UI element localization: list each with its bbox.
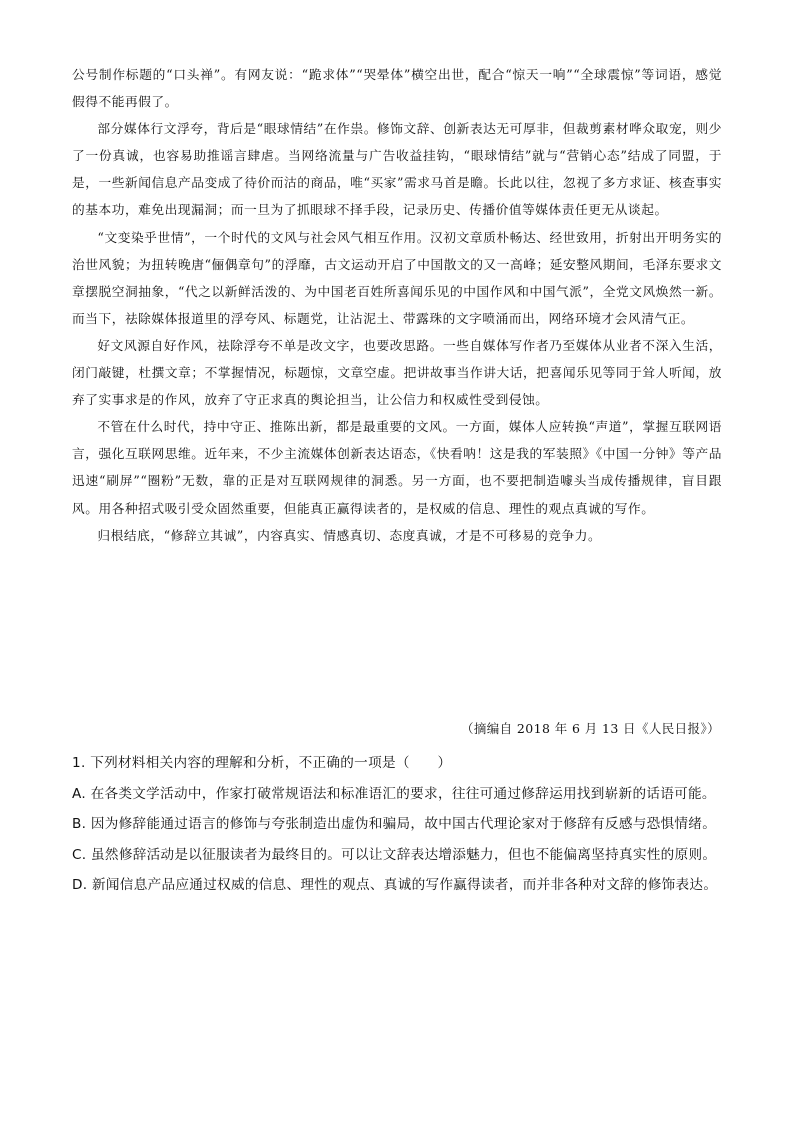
question-block: [72, 748, 722, 901]
option-b: B. 因为修辞能通过语言的修饰与夸张制造出虚伪和骗局，故中国古代理论家对于修辞有反感与恐惧情绪。: [72, 816, 717, 833]
question-stem: 1. 下列材料相关内容的理解和分析，不正确的一项是（ ）: [72, 755, 452, 771]
option-c: C. 虽然修辞活动是以征服读者为最终目的。可以让文辞表达增添魅力，但也不能偏离坚持真实性的原则。: [72, 846, 717, 863]
article-paragraph: 好文风源自好作风，祛除浮夸不单是改文字，也要改思路。一些自媒体写作者乃至媒体从业者不深入生活，闭门敲键，杜撰文章；不掌握情况，标题惊，文章空虚。把讲故事当作讲大话，把喜闻乐见等同于耸人听闻，放弃了实事求是的作风，放弃了守正求真的舆论担当，让公信力和权威性受到侵蚀。: [72, 337, 722, 408]
option-a: A. 在各类文学活动中，作家打破常规语法和标准语汇的要求，往往可通过修辞运用找到崭新的话语可能。: [72, 785, 716, 802]
article-paragraph: 公号制作标题的“口头禅”。有网友说：“跪求体”“哭晕体”横空出世，配合“惊天一响”“全球震惊”等词语，感觉假得不能再假了。: [72, 67, 722, 110]
option-d: D. 新闻信息产品应通过权威的信息、理性的观点、真诚的写作赢得读者，而并非各种对文辞的修饰表达。: [72, 877, 718, 894]
article-paragraph: 不管在什么时代，持中守正、推陈出新，都是最重要的文风。一方面，媒体人应转换“声道”，掌握互联网语言，强化互联网思维。近年来，不少主流媒体创新表达语态，《快看呐！这是我的军装照》《中国一分钟》等产品迅速“刷屏”“圈粉”无数，靠的正是对互联网规律的洞悉。另一方面，也不要把制造噱头当成传播规律，盲目跟风。用各种招式吸引受众固然重要，但能真正赢得读者的，是权威的信息、理性的观点真诚的写作。: [72, 419, 722, 516]
article-paragraph: 归根结底，“修辞立其诚”，内容真实、情感真切、态度真诚，才是不可移易的竞争力。: [97, 527, 602, 543]
article-body: [72, 61, 722, 549]
article-paragraph: 部分媒体行文浮夸，背后是“眼球情结”在作祟。修饰文辞、创新表达无可厚非，但裁剪素材哗众取宠，则少了一份真诚，也容易助推谣言肆虐。当网络流量与广告收益挂钩，“眼球情结”就与“营销心态”结成了同盟，于是，一些新闻信息产品变成了待价而沽的商品，唯“买家”需求马首是瞻。长此以往，忽视了多方求证、核查事实的基本功，难免出现漏洞；而一旦为了抓眼球不择手段，记录历史、传播价值等媒体责任更无从谈起。: [72, 121, 722, 218]
article-paragraph: “文变染乎世情”，一个时代的文风与社会风气相互作用。汉初文章质朴畅达、经世致用，折射出开明务实的治世风貌；为扭转晚唐“俪偶章句”的浮靡，古文运动开启了中国散文的又一高峰；延安整风期间，毛泽东要求文章摆脱空洞抽象，“代之以新鲜活泼的、为中国老百姓所喜闻乐见的中国作风和中国气派”，全党文风焕然一新。而当下，祛除媒体报道里的浮夸风、标题党，让沾泥土、带露珠的文字喷涌而出，网络环境才会风清气正。: [72, 229, 722, 326]
article-source: （摘编自 2018 年 6 月 13 日《人民日报》）: [460, 721, 720, 736]
